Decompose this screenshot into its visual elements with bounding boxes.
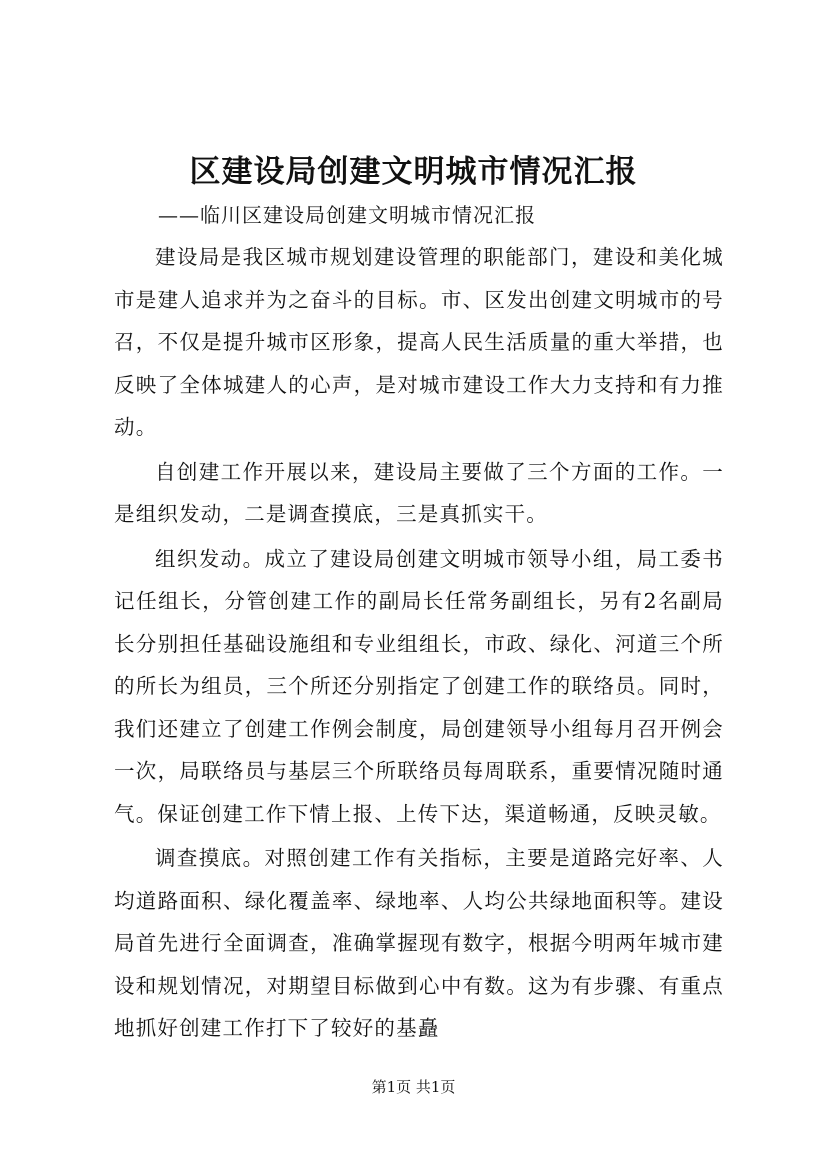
paragraph-overview: 自创建工作开展以来，建设局主要做了三个方面的工作。一是组织发动，二是调查摸底，三是真抓实干。 (114, 459, 724, 526)
paragraph-survey: 调查摸底。对照创建工作有关指标，主要是道路完好率、人均道路面积、绿化覆盖率、绿地率、人均公共绿地面积等。建设局首先进行全面调查，准确掌握现有数字，根据今明两年城市建设和规划情况，对期望目标做到心中有数。这为有步骤、有重点地抓好创建工作打下了较好的基矗 (114, 846, 724, 1040)
document-subtitle: ——临川区建设局创建文明城市情况汇报 (158, 203, 536, 227)
document-title: 区建设局创建文明城市情况汇报 (189, 154, 638, 190)
paragraph-organization: 组织发动。成立了建设局创建文明城市领导小组，局工委书记任组长，分管创建工作的副局长任常务副组长，另有2名副局长分别担任基础设施组和专业组组长，市政、绿化、河道三个所的所长为组员，三个所还分别指定了创建工作的联络员。同时，我们还建立了创建工作例会制度，局创建领导小组每月召开例会一次，局联络员与基层三个所联络员每周联系，重要情况随时通气。保证创建工作下情上报、上传下达，渠道畅通，反映灵敏。 (114, 546, 724, 826)
paragraph-intro: 建设局是我区城市规划建设管理的职能部门，建设和美化城市是建人追求并为之奋斗的目标。市、区发出创建文明城市的号召，不仅是提升城市区形象，提高人民生活质量的重大举措，也反映了全体城建人的心声，是对城市建设工作大力支持和有力推动。 (114, 245, 724, 439)
document-body (114, 236, 724, 1052)
page-footer: 第1页 共1页 (371, 1078, 456, 1096)
